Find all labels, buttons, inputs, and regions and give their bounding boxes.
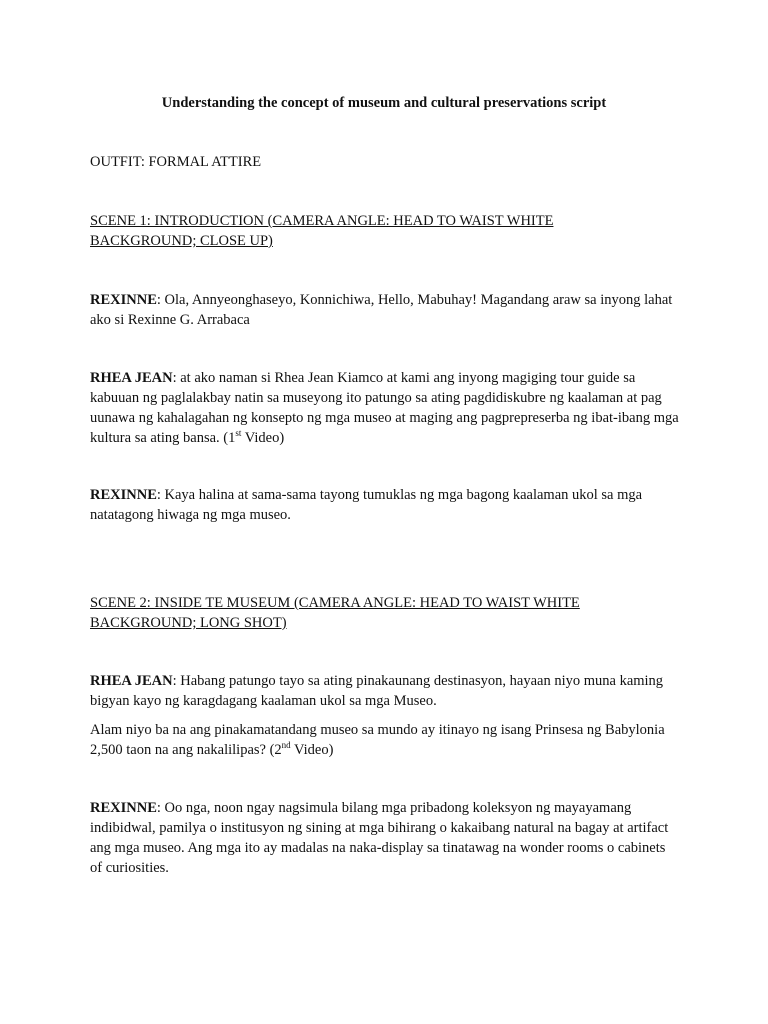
document-title: Understanding the concept of museum and cultural preservations script xyxy=(161,95,607,111)
outfit-line: OUTFIT: FORMAL ATTIRE xyxy=(90,154,262,170)
speaker-name: RHEA JEAN xyxy=(90,370,173,386)
speaker-name: REXINNE xyxy=(90,292,157,308)
dialogue-paragraph xyxy=(90,798,680,878)
dialogue-text: : Oo nga, noon ngay nagsimula bilang mga pribadong koleksyon ng mayayamang indibidwal, pamilya o institusyon ng sining at mga bihirang o kakaibang natural na bagay at artifact ang mga museo. Ang mga ito ay madalas na naka-display sa tinatawag na wonder rooms o cabinets of curiosities. xyxy=(90,800,669,876)
scene-2-heading-line-2: BACKGROUND; LONG SHOT) xyxy=(90,615,287,631)
dialogue-text: Alam niyo ba na ang pinakamatandang museo sa mundo ay itinayo ng isang Prinsesa ng Babylonia 2,500 taon na ang nakalilipas? (2 xyxy=(90,722,665,758)
speaker-name: REXINNE xyxy=(90,487,157,503)
dialogue-text-tail: Video) xyxy=(290,742,334,758)
dialogue-text: : Habang patungo tayo sa ating pinakaunang destinasyon, hayaan niyo muna kaming bigyan kayo ng karagdagang kaalaman ukol sa mga Museo. xyxy=(90,673,664,709)
dialogue-paragraph xyxy=(90,368,680,448)
dialogue-text: : Ola, Annyeonghaseyo, Konnichiwa, Hello, Mabuhay! Magandang araw sa inyong lahat ako si Rexinne G. Arrabaca xyxy=(90,292,673,328)
ordinal-superscript: st xyxy=(235,428,242,439)
ordinal-superscript: nd xyxy=(281,740,291,751)
scene-1-heading xyxy=(90,211,680,251)
dialogue-text: : at ako naman si Rhea Jean Kiamco at kami ang inyong magiging tour guide sa kabuuan ng paglalakbay natin sa museyong ito patungo sa ating pagdidiskubre ng kaalaman at pag uunawa ng kahalagahan ng konsepto ng mga museo at maging ang pagprepreserba ng ibat-ibang mga kultura sa ating bansa. (1 xyxy=(90,370,679,446)
dialogue-text-tail: Video) xyxy=(241,430,285,446)
scene-2-heading-line-1: SCENE 2: INSIDE TE MUSEUM (CAMERA ANGLE: HEAD TO WAIST WHITE xyxy=(90,595,580,611)
dialogue-paragraph xyxy=(90,671,680,711)
dialogue-paragraph xyxy=(90,720,680,760)
dialogue-paragraph xyxy=(90,290,680,330)
dialogue-text: : Kaya halina at sama-sama tayong tumuklas ng mga bagong kaalaman ukol sa mga natatagong hiwaga ng mga museo. xyxy=(90,487,643,523)
dialogue-paragraph xyxy=(90,485,680,525)
scene-2-heading xyxy=(90,593,680,633)
scene-1-heading-line-2: BACKGROUND; CLOSE UP) xyxy=(90,233,273,249)
speaker-name: REXINNE xyxy=(90,800,157,816)
speaker-name: RHEA JEAN xyxy=(90,673,173,689)
scene-1-heading-line-1: SCENE 1: INTRODUCTION (CAMERA ANGLE: HEAD TO WAIST WHITE xyxy=(90,213,554,229)
